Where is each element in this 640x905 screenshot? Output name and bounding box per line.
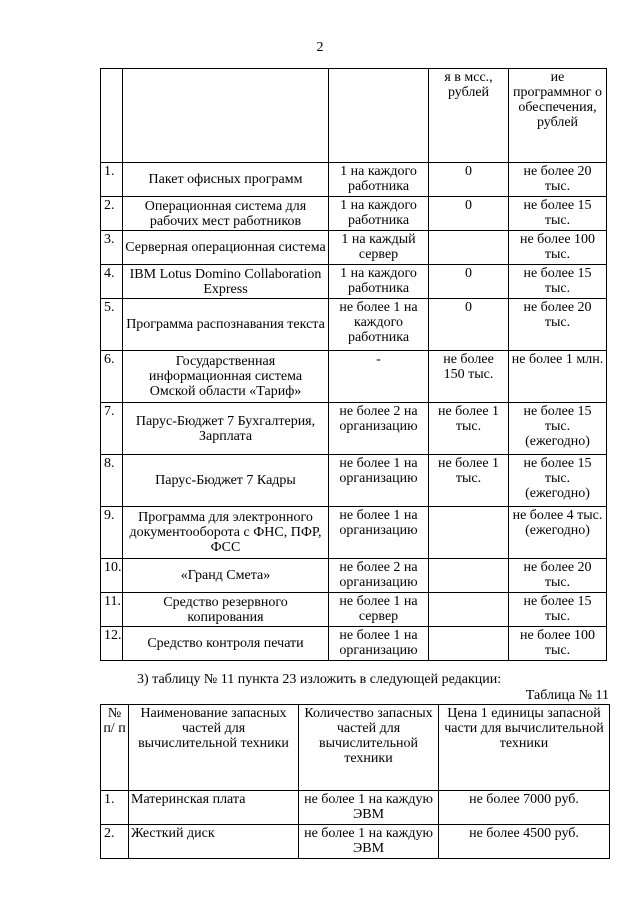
price-cell: не более 4500 руб. xyxy=(439,825,610,859)
price-cell: не более 15 тыс. xyxy=(509,265,607,299)
row-number: 8. xyxy=(101,455,123,507)
price-cell xyxy=(429,231,509,265)
row-number: 2. xyxy=(101,197,123,231)
software-name: Парус-Бюджет 7 Бухгалтерия, Зарплата xyxy=(123,403,329,455)
table-row xyxy=(101,299,607,351)
price-cell: не более 15 тыс. xyxy=(509,197,607,231)
price-cell: не более 1 тыс. xyxy=(429,403,509,455)
quantity-cell: не более 1 на организацию xyxy=(329,455,429,507)
software-name: Пакет офисных программ xyxy=(123,163,329,197)
price-cell: не более 7000 руб. xyxy=(439,791,610,825)
row-number: 7. xyxy=(101,403,123,455)
software-name: «Гранд Смета» xyxy=(123,559,329,593)
software-name: Серверная операционная система xyxy=(123,231,329,265)
software-table xyxy=(100,68,607,661)
price-cell xyxy=(429,627,509,661)
row-number: 11. xyxy=(101,593,123,627)
quantity-cell: 1 на каждый сервер xyxy=(329,231,429,265)
quantity-cell: не более 2 на организацию xyxy=(329,559,429,593)
price-cell xyxy=(429,593,509,627)
price-cell xyxy=(429,559,509,593)
price-cell: не более 15 тыс. (ежегодно) xyxy=(509,403,607,455)
table-row xyxy=(101,265,607,299)
price-cell: не более 20 тыс. xyxy=(509,299,607,351)
price-cell: не более 20 тыс. xyxy=(509,559,607,593)
header-cell xyxy=(101,69,123,163)
software-name: Программа для электронного документооборота с ФНС, ПФР, ФСС xyxy=(123,507,329,559)
price-cell: не более 4 тыс. (ежегодно) xyxy=(509,507,607,559)
price-cell: не более 1 тыс. xyxy=(429,455,509,507)
software-name: Программа распознавания текста xyxy=(123,299,329,351)
price-cell: 0 xyxy=(429,299,509,351)
header-cell: Наименование запасных частей для вычислительной техники xyxy=(129,705,299,791)
table-row xyxy=(101,163,607,197)
row-number: 5. xyxy=(101,299,123,351)
price-cell: не более 100 тыс. xyxy=(509,627,607,661)
table-row xyxy=(101,559,607,593)
quantity-cell: не более 1 на организацию xyxy=(329,627,429,661)
part-name: Материнская плата xyxy=(129,791,299,825)
header-cell: Цена 1 единицы запасной части для вычислительной техники xyxy=(439,705,610,791)
row-number: 12. xyxy=(101,627,123,661)
table-caption: Таблица № 11 xyxy=(525,688,609,703)
quantity-cell: 1 на каждого работника xyxy=(329,265,429,299)
price-cell: 0 xyxy=(429,265,509,299)
price-cell: не более 150 тыс. xyxy=(429,351,509,403)
row-number: 6. xyxy=(101,351,123,403)
row-number: 9. xyxy=(101,507,123,559)
row-number: 2. xyxy=(101,825,129,859)
price-cell: 0 xyxy=(429,163,509,197)
table-row xyxy=(101,593,607,627)
header-cell: № п/ п xyxy=(101,705,129,791)
price-cell: не более 15 тыс. xyxy=(509,593,607,627)
table-row xyxy=(101,197,607,231)
quantity-cell: 1 на каждого работника xyxy=(329,163,429,197)
quantity-cell: - xyxy=(329,351,429,403)
price-cell: не более 15 тыс. (ежегодно) xyxy=(509,455,607,507)
part-name: Жесткий диск xyxy=(129,825,299,859)
table-row xyxy=(101,403,607,455)
table-row xyxy=(101,627,607,661)
quantity-cell: не более 1 на каждого работника xyxy=(329,299,429,351)
quantity-cell: не более 1 на каждую ЭВМ xyxy=(299,791,439,825)
software-name: Парус-Бюджет 7 Кадры xyxy=(123,455,329,507)
table-row xyxy=(101,507,607,559)
header-cell: я в мсс., рублей xyxy=(429,69,509,163)
quantity-cell: не более 1 на каждую ЭВМ xyxy=(299,825,439,859)
header-cell: Количество запасных частей для вычислительной техники xyxy=(299,705,439,791)
software-name: Государственная информационная система Омской области «Тариф» xyxy=(123,351,329,403)
software-name: Средство резервного копирования xyxy=(123,593,329,627)
price-cell xyxy=(429,507,509,559)
software-name: IBM Lotus Domino Collaboration Express xyxy=(123,265,329,299)
row-number: 4. xyxy=(101,265,123,299)
table-row xyxy=(101,825,610,859)
table-row xyxy=(101,231,607,265)
software-name: Средство контроля печати xyxy=(123,627,329,661)
row-number: 3. xyxy=(101,231,123,265)
software-name: Операционная система для рабочих мест работников xyxy=(123,197,329,231)
quantity-cell: не более 1 на сервер xyxy=(329,593,429,627)
table-header-row xyxy=(101,69,607,163)
quantity-cell: 1 на каждого работника xyxy=(329,197,429,231)
page-number: 2 xyxy=(316,40,324,55)
table-row xyxy=(101,455,607,507)
spare-parts-table xyxy=(100,704,610,859)
price-cell: не более 20 тыс. xyxy=(509,163,607,197)
row-number: 1. xyxy=(101,163,123,197)
header-cell xyxy=(123,69,329,163)
header-cell: ие программног о обеспечения, рублей xyxy=(509,69,607,163)
price-cell: не более 1 млн. xyxy=(509,351,607,403)
row-number: 1. xyxy=(101,791,129,825)
header-cell xyxy=(329,69,429,163)
price-cell: 0 xyxy=(429,197,509,231)
table-row xyxy=(101,351,607,403)
quantity-cell: не более 1 на организацию xyxy=(329,507,429,559)
row-number: 10. xyxy=(101,559,123,593)
price-cell: не более 100 тыс. xyxy=(509,231,607,265)
table-header-row xyxy=(101,705,610,791)
quantity-cell: не более 2 на организацию xyxy=(329,403,429,455)
instruction-text: 3) таблицу № 11 пункта 23 изложить в следующей редакции: xyxy=(137,672,502,687)
table-row xyxy=(101,791,610,825)
